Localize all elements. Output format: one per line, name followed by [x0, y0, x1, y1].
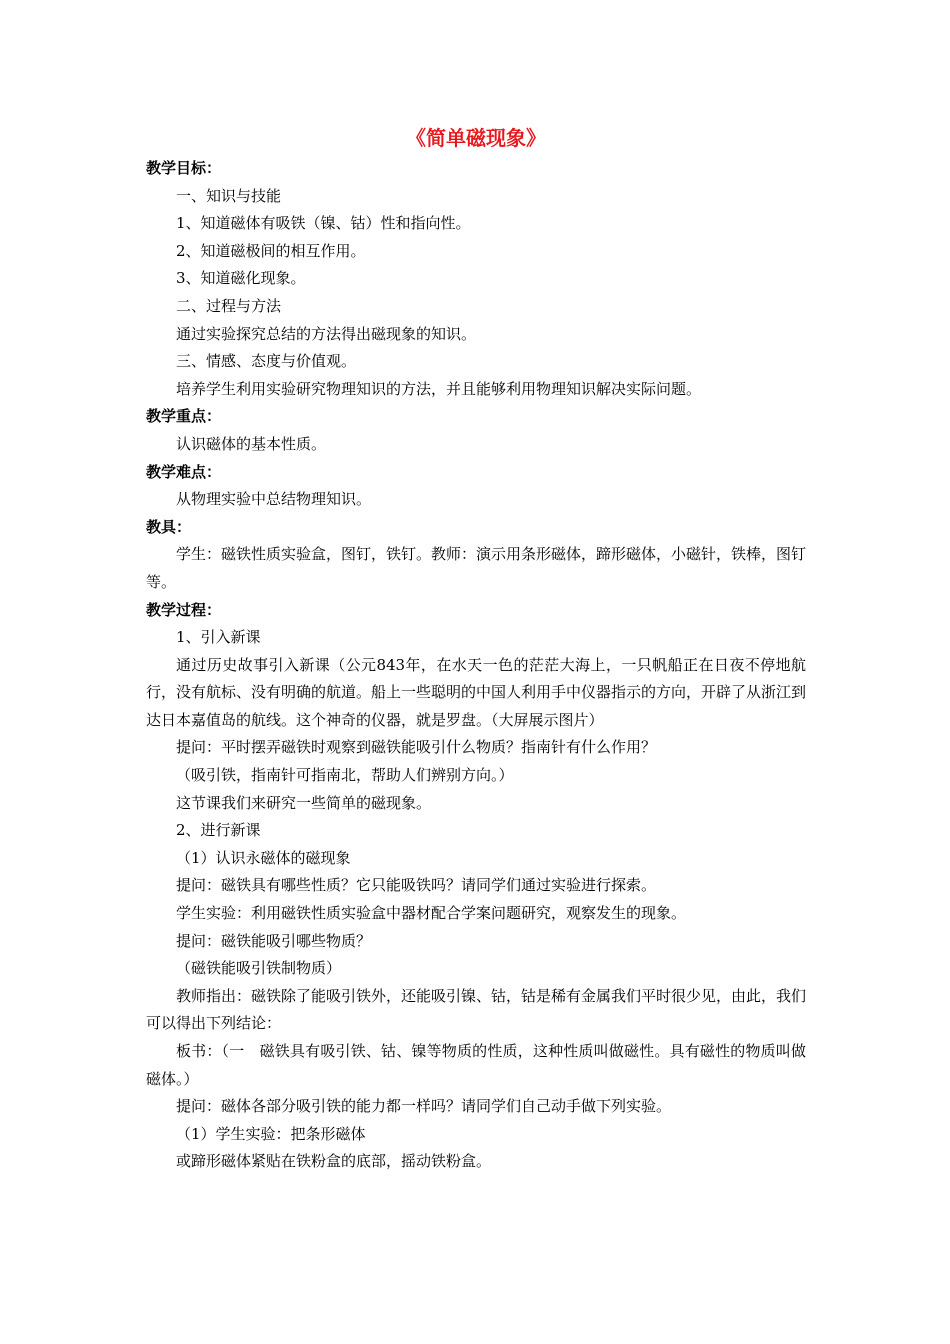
paragraph: 这节课我们来研究一些简单的磁现象。: [176, 793, 432, 812]
paragraph: 二、过程与方法: [176, 296, 282, 315]
paragraph: 通过实验探究总结的方法得出磁现象的知识。: [176, 324, 477, 343]
key-points-heading: 教学重点：: [146, 407, 222, 426]
paragraph: 一、知识与技能: [176, 186, 282, 205]
paragraph: 教师指出：磁铁除了能吸引铁外，还能吸引镍、钴，钴是稀有金属我们平时很少见，由此，我们可以得出下列结论：: [146, 986, 807, 1033]
tools-heading: 教具：: [146, 517, 192, 536]
paragraph: 学生：磁铁性质实验盒，图钉，铁钉。教师：演示用条形磁体，蹄形磁体，小磁针，铁棒，图钉等。: [146, 545, 807, 591]
paragraph: 3、知道磁化现象。: [176, 269, 306, 288]
paragraph: （1）学生实验：把条形磁体: [176, 1124, 366, 1143]
difficulties-heading: 教学难点：: [146, 462, 222, 481]
paragraph: 认识磁体的基本性质。: [176, 434, 327, 453]
paragraph: 学生实验：利用磁铁性质实验盒中器材配合学案问题研究，观察发生的现象。: [176, 904, 687, 923]
document-title: 《简单磁现象》: [406, 126, 546, 150]
paragraph: 提问：磁铁能吸引哪些物质？: [176, 931, 372, 950]
goals-heading: 教学目标：: [146, 159, 222, 177]
paragraph: 通过历史故事引入新课（公元843年，在水天一色的茫茫大海上，一只帆船正在日夜不停地航行，没有航标、没有明确的航道。船上一些聪明的中国人利用手中仪器指示的方向，开辟了从浙江到达日本嘉值岛的航线。这个神奇的仪器，就是罗盘。（大屏展示图片）: [146, 655, 807, 729]
paragraph: 三、情感、态度与价值观。: [176, 352, 357, 371]
paragraph: 提问：磁体各部分吸引铁的能力都一样吗？请同学们自己动手做下列实验。: [176, 1097, 672, 1116]
paragraph: 2、知道磁极间的相互作用。: [176, 241, 366, 260]
paragraph: 1、引入新课: [176, 628, 261, 647]
paragraph: 或蹄形磁体紧贴在铁粉盒的底部，摇动铁粉盒。: [176, 1152, 492, 1171]
paragraph: 板书：（一 磁铁具有吸引铁、钴、镍等物质的性质，这种性质叫做磁性。具有磁性的物质叫做磁体。）: [146, 1042, 806, 1088]
paragraph: 从物理实验中总结物理知识。: [176, 490, 372, 509]
paragraph: 提问：平时摆弄磁铁时观察到磁铁能吸引什么物质？指南针有什么作用？: [176, 738, 657, 757]
paragraph: 1、知道磁体有吸铁（镍、钴）性和指向性。: [176, 214, 471, 233]
document-page: [146, 124, 806, 1176]
process-heading: 教学过程：: [146, 600, 222, 619]
paragraph: 培养学生利用实验研究物理知识的方法，并且能够利用物理知识解决实际问题。: [176, 379, 702, 398]
paragraph: （1）认识永磁体的磁现象: [176, 848, 351, 867]
paragraph: 2、进行新课: [176, 821, 261, 840]
paragraph: （吸引铁，指南针可指南北，帮助人们辨别方向。）: [176, 766, 514, 785]
paragraph: （磁铁能吸引铁制物质）: [176, 959, 342, 978]
paragraph: 提问：磁铁具有哪些性质？它只能吸铁吗？请同学们通过实验进行探索。: [176, 876, 657, 895]
